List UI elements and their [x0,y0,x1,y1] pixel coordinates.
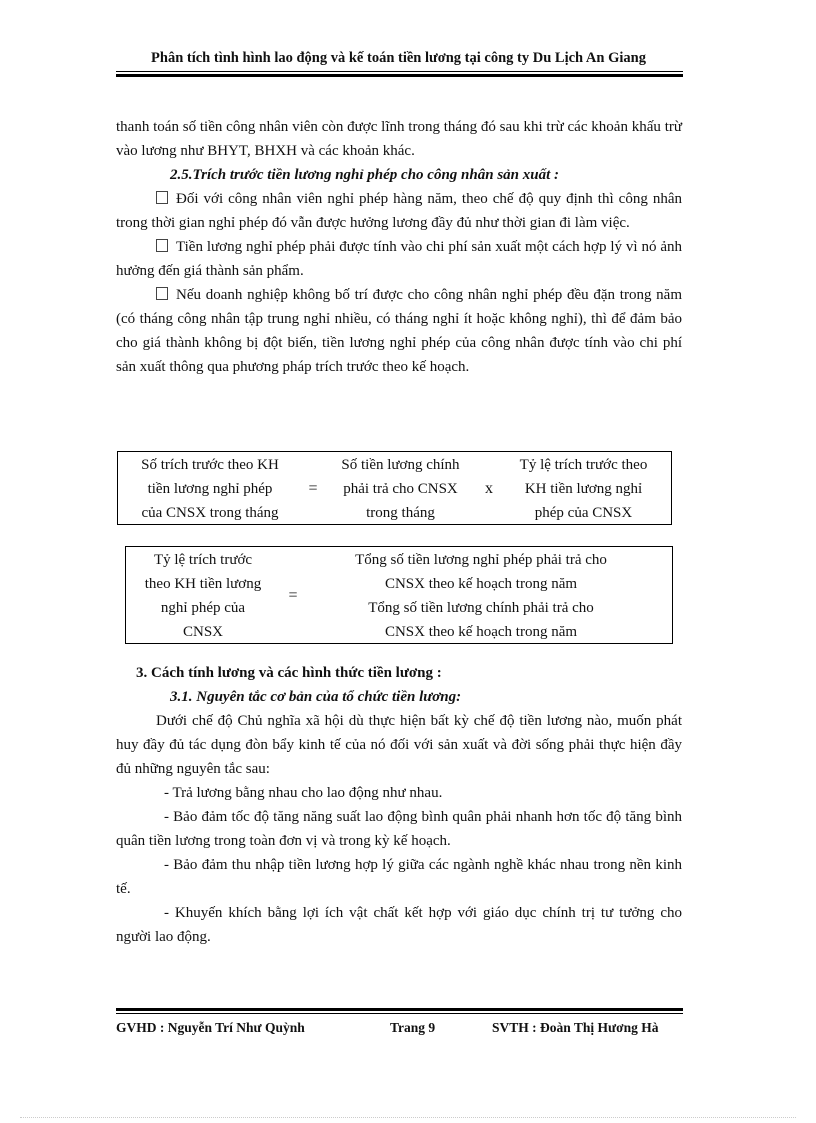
formula1-middle-line: trong tháng [366,505,435,521]
formula2-numerator-line: CNSX theo kế hoạch trong năm [384,576,578,592]
formula1-left-line: Số trích trước theo KH [141,457,279,473]
formula1-right [496,453,671,525]
formula1-middle-line: phải trả cho CNSX [343,481,458,497]
section-heading-3: 3. Cách tính lương và các hình thức tiền lương : [136,665,442,681]
footer-student: SVTH : Đoàn Thị Hương Hà [492,1020,659,1035]
bullet-paragraph-2 [116,235,682,283]
formula2-numerator-line: Tổng số tiền lương nghỉ phép phải trả cho [355,552,607,568]
formula2-left-line: theo KH tiền lương [144,576,262,592]
formula2-left-line: Tỷ lệ trích trước [153,552,253,568]
formula2-left-line: nghỉ phép của [160,600,246,616]
bullet-box-icon [156,239,168,252]
footer-rule-thick [116,1008,683,1011]
formula2-denominator-line: Tổng số tiền lương chính phải trả cho [368,600,594,616]
formula2-left-line: CNSX [182,624,223,640]
bullet-box-icon [156,191,168,204]
bullet-paragraph-3 [116,283,682,379]
bullet-paragraph-1 [116,187,682,235]
bullet-text: Tiền lương nghỉ phép phải được tính vào chi phí sản xuất một cách hợp lý vì nó ảnh hưởng đến giá thành sản phẩm. [116,239,682,279]
principles-paragraph: Dưới chế độ Chủ nghĩa xã hội dù thực hiện bất kỳ chế độ tiền lương nào, muốn phát huy đầy đủ tác dụng đòn bẩy kinh tế của nó đối với sản xuất và đời sống phải thực hiện đầy đủ những nguyên tắc sau: [116,713,682,777]
formula1-right-line: phép của CNSX [534,505,633,521]
section-wage-calculation [116,661,682,949]
principle-item-3: - Bảo đảm thu nhập tiền lương hợp lý giữa các ngành nghề khác nhau trong nền kinh tế. [116,857,682,897]
formula2-denominator [306,596,656,644]
footer-advisor: GVHD : Nguyễn Trí Như Quỳnh [116,1020,305,1035]
formula2-denominator-line: CNSX theo kế hoạch trong năm [384,624,578,640]
formula2-left [128,548,278,644]
footer-rule-thin [116,1013,683,1014]
intro-paragraph: thanh toán số tiền công nhân viên còn được lĩnh trong tháng đó sau khi trừ các khoản khấu trừ vào lương như BHYT, BHXH và các khoản khác. [116,119,682,159]
principle-item-1: - Trả lương bằng nhau cho lao động như nhau. [164,785,443,801]
page-header-title: Phân tích tình hình lao động và kế toán tiền lương tại công ty Du Lịch An Giang [151,50,646,66]
bullet-text: Nếu doanh nghiệp không bố trí được cho công nhân nghỉ phép đều đặn trong năm (có tháng công nhân tập trung nghỉ nhiều, có tháng nghỉ ít hoặc không nghỉ), thì để đảm bảo cho giá thành không bị đột biến, tiền lương nghỉ phép của công nhân được tính vào chi phí sản xuất thông qua phương pháp trích trước theo kế hoạch. [116,287,682,375]
formula2-equals-sign: = [288,587,298,604]
formula1-left-line: của CNSX trong tháng [141,505,279,521]
bullet-box-icon [156,287,168,300]
header-rule-thick [116,74,683,77]
formula1-middle-line: Số tiền lương chính [341,457,460,473]
bullet-text: Đối với công nhân viên nghỉ phép hàng năm, theo chế độ quy định thì công nhân trong thời gian nghỉ phép đó vẫn được hưởng lương đầy đủ như thời gian đi làm việc. [116,191,682,231]
formula1-left [120,453,300,525]
formula1-right-line: Tỷ lệ trích trước theo [519,457,648,473]
formula1-times-sign: x [485,480,493,497]
principle-item-2: - Bảo đảm tốc độ tăng năng suất lao động bình quân phải nhanh hơn tốc độ tăng bình quân tiền lương trong toàn đơn vị và trong kỳ kế hoạch. [116,809,682,849]
formula-box-accrual-rate [125,546,673,644]
principle-item-4: - Khuyến khích bằng lợi ích vật chất kết hợp với giáo dục chính trị tư tưởng cho người lao động. [116,905,682,945]
header-rule-thin [116,71,683,72]
formula-box-accrual-amount [117,451,672,525]
formula1-right-line: KH tiền lương nghỉ [524,481,643,497]
formula2-numerator [306,548,656,596]
footer-page-number: Trang 9 [390,1020,436,1035]
formula1-middle [318,453,483,525]
section-annual-leave [116,115,682,379]
section-heading-2-5: 2.5.Trích trước tiền lương nghỉ phép cho công nhân sản xuất : [170,167,560,183]
section-heading-3-1: 3.1. Nguyên tắc cơ bản của tổ chức tiền lương: [170,689,462,705]
formula1-left-line: tiền lương nghỉ phép [147,481,273,497]
page-bottom-dotted-rule [20,1117,796,1118]
formula1-equals-sign: = [308,480,318,497]
